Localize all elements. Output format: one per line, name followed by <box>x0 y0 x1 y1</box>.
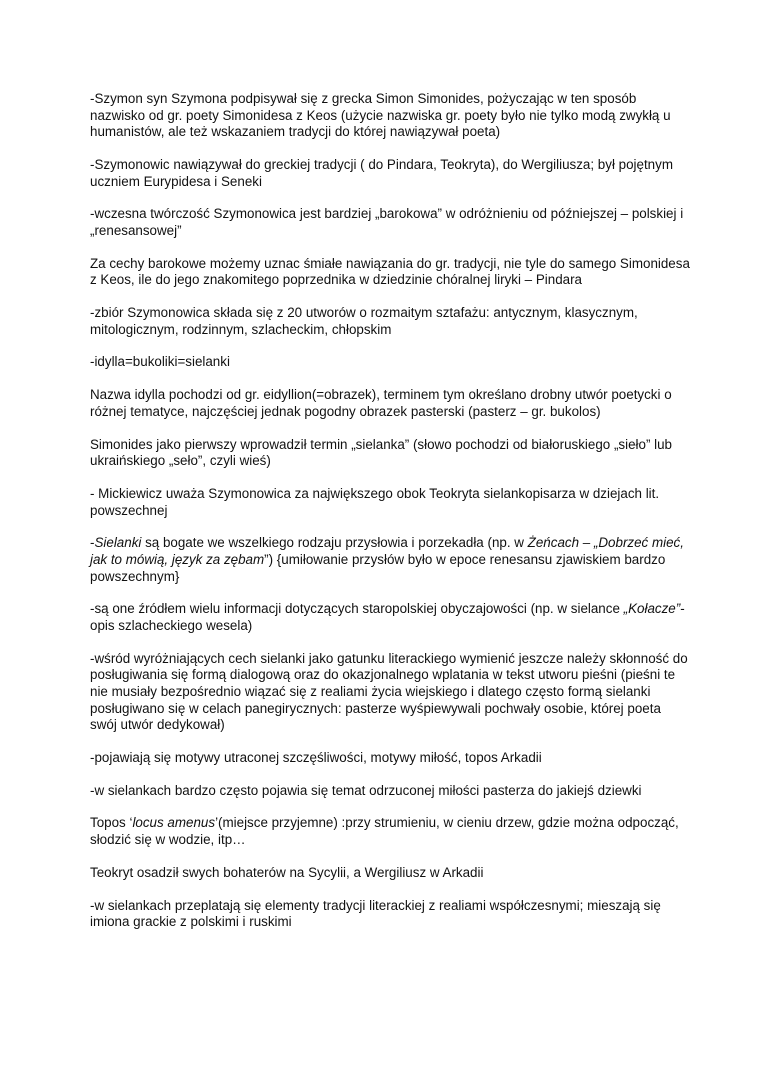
document-body <box>90 91 690 947</box>
text-run: ”) {umiłowanie przysłów było w epoce renesansu zjawiskiem bardzo powszechnym} <box>90 551 666 584</box>
paragraph-12: -wśród wyróżniających cech sielanki jako gatunku literackiego wymienić jeszcze należy skłonność do posługiwania się formą dialogową oraz do okazjonalnego wplatania w tekst utworu pieśni (pieśni te nie musiały bezpośrednio wiązać się z realiami życia wiejskiego i dlatego często formą sielanki posługiwano się w celach panegirycznych: pasterze wyśpiewywali pochwały osobie, której poeta swój utwór dedykował) <box>90 650 688 733</box>
paragraph-4: Za cechy barokowe możemy uznac śmiałe nawiązania do gr. tradycji, nie tyle do samego Simonidesa z Keos, ile do jego znakomitego poprzednika w dziedzinie chóralnej liryki – Pindara <box>90 255 690 288</box>
paragraph-8: Simonides jako pierwszy wprowadził termin „sielanka” (słowo pochodzi od białoruskiego „sieło” lub ukraińskiego „seło”, czyli wieś) <box>90 436 673 469</box>
paragraph-6: -idylla=bukoliki=sielanki <box>90 354 230 370</box>
paragraph-13: -pojawiają się motywy utraconej szczęśliwości, motywy miłość, topos Arkadii <box>90 749 542 765</box>
paragraph-2: -Szymonowic nawiązywał do greckiej tradycji ( do Pindara, Teokryta), do Wergiliusza; był pojętnym uczniem Eurypidesa i Seneki <box>90 156 673 189</box>
paragraph-5: -zbiór Szymonowica składa się z 20 utworów o rozmaitym sztafażu: antycznym, klasycznym, mitologicznym, rodzinnym, szlacheckim, chłopskim <box>90 305 638 337</box>
text-run: - <box>90 535 95 551</box>
italic-text-run: Żeńcach – „Dobrzeć mieć, jak to mówią, język za zębam <box>90 535 684 567</box>
paragraph-9: - Mickiewicz uważa Szymonowica za największego obok Teokryta sielankopisarza w dziejach lit. powszechnej <box>90 486 660 518</box>
paragraph-1: -Szymon syn Szymona podpisywał się z grecka Simon Simonides, pożyczając w ten sposób nazwisko od gr. poety Simonidesa z Keos (użycie nazwiska gr. poety było nie tylko modą zwykłą u humanistów, ale też wskazaniem tradycji do której nawiązywał poeta) <box>90 91 671 140</box>
text-run: Topos ‘ <box>90 815 133 831</box>
text-run: ’(miejsce przyjemne) :przy strumieniu, w cieniu drzew, gdzie można odpocząć, słodzić się w wodzie, itp… <box>90 815 679 848</box>
text-run: są bogate we wszelkiego rodzaju przysłowia i porzekadła (np. w <box>141 535 528 551</box>
text-run: -są one źródłem wielu informacji dotyczących staropolskiej obyczajowości (np. w sielance <box>90 601 624 617</box>
paragraph-3: -wczesna twórczość Szymonowica jest bardziej „barokowa” w odróżnieniu od późniejszej – polskiej i „renesansowej” <box>90 206 684 238</box>
paragraph-7: Nazwa idylla pochodzi od gr. eidyllion(=obrazek), terminem tym określano drobny utwór poetycki o różnej tematyce, najczęściej jednak pogodny obrazek pasterski (pasterz – gr. bukolos) <box>90 387 672 419</box>
paragraph-10 <box>90 535 690 585</box>
text-run: - opis szlacheckiego wesela) <box>90 601 685 633</box>
paragraph-16: Teokryt osadził swych bohaterów na Sycylii, a Wergiliusz w Arkadii <box>90 864 484 880</box>
italic-text-run: „Kołacze” <box>623 601 681 617</box>
paragraph-17: -w sielankach przeplatają się elementy tradycji literackiej z realiami współczesnymi; mieszają się imiona grackie z polskimi i ruskimi <box>90 897 661 930</box>
italic-text-run: Sielanki <box>94 535 142 551</box>
paragraph-15 <box>90 815 690 848</box>
italic-text-run: locus amenus <box>132 815 216 831</box>
paragraph-11 <box>90 601 690 634</box>
paragraph-14: -w sielankach bardzo często pojawia się temat odrzuconej miłości pasterza do jakiejś dziewki <box>90 782 642 798</box>
